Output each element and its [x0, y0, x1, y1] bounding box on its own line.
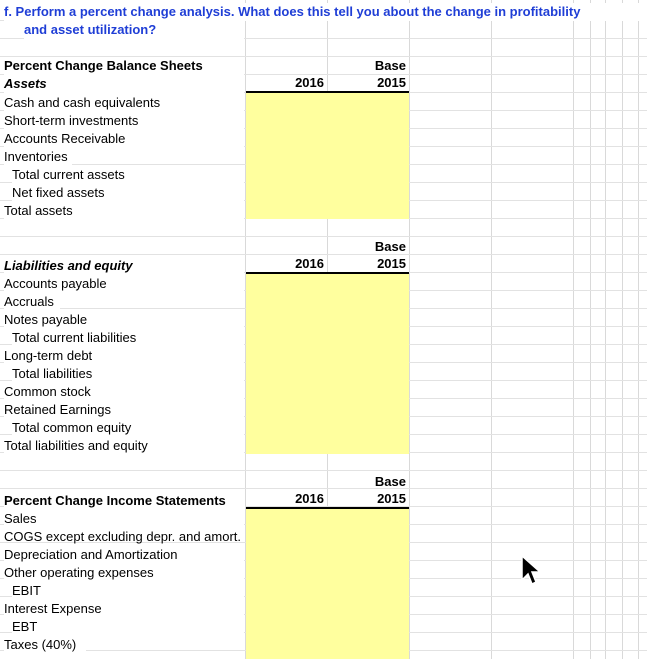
row-net-fixed-assets: Net fixed assets — [12, 184, 244, 202]
row-accounts-receivable: Accounts Receivable — [4, 130, 244, 148]
row-total-liabilities-and-equity: Total liabilities and equity — [4, 437, 244, 455]
row-accounts-payable: Accounts payable — [4, 275, 244, 293]
row-retained-earnings: Retained Earnings — [4, 401, 244, 419]
row-total-liabilities: Total liabilities — [12, 365, 244, 383]
row-sales: Sales — [4, 510, 244, 528]
row-inventories: Inventories — [4, 148, 72, 166]
question-line-1: f. Perform a percent change analysis. What does this tell you about the change in profitability — [4, 3, 647, 21]
grid-row-line — [0, 236, 647, 237]
row-short-term-investments: Short-term investments — [4, 112, 244, 130]
income-col-base-label: Base — [374, 474, 406, 489]
row-total-current-liabilities: Total current liabilities — [12, 329, 244, 347]
row-interest-expense: Interest Expense — [4, 600, 244, 618]
question-line-2: and asset utilization? — [24, 21, 244, 39]
assets-subheading: Assets — [4, 75, 244, 93]
liabilities-col-base-label: Base — [374, 239, 406, 254]
row-ebit: EBIT — [12, 582, 244, 600]
row-total-assets: Total assets — [4, 202, 244, 220]
row-ebt: EBT — [12, 618, 244, 636]
row-cash: Cash and cash equivalents — [4, 94, 244, 112]
grid-row-line — [0, 488, 647, 489]
liabilities-input-area[interactable] — [246, 274, 409, 454]
row-total-common-equity: Total common equity — [12, 419, 244, 437]
liabilities-col-base-year: 2015 — [377, 256, 406, 271]
income-col-base-year: 2015 — [377, 491, 406, 506]
row-notes-payable: Notes payable — [4, 311, 244, 329]
row-total-current-assets: Total current assets — [12, 166, 244, 184]
assets-input-area[interactable] — [246, 93, 409, 219]
row-long-term-debt: Long-term debt — [4, 347, 244, 365]
liabilities-col-2016: 2016 — [295, 256, 324, 271]
liabilities-subheading: Liabilities and equity — [4, 257, 244, 275]
row-other-operating-expenses: Other operating expenses — [4, 564, 244, 582]
balance-sheet-heading: Percent Change Balance Sheets — [4, 57, 244, 75]
income-col-2016: 2016 — [295, 491, 324, 506]
row-common-stock: Common stock — [4, 383, 244, 401]
assets-col-base-label: Base — [374, 58, 406, 73]
row-taxes: Taxes (40%) — [4, 636, 86, 654]
row-accruals: Accruals — [4, 293, 60, 311]
mouse-pointer-icon — [520, 554, 544, 586]
assets-col-base-year: 2015 — [377, 75, 406, 90]
row-cogs: COGS except excluding depr. and amort. — [4, 529, 242, 544]
assets-col-2016: 2016 — [295, 75, 324, 90]
grid-row-line — [0, 470, 647, 471]
row-depreciation: Depreciation and Amortization — [4, 546, 244, 564]
income-heading: Percent Change Income Statements — [4, 492, 245, 510]
